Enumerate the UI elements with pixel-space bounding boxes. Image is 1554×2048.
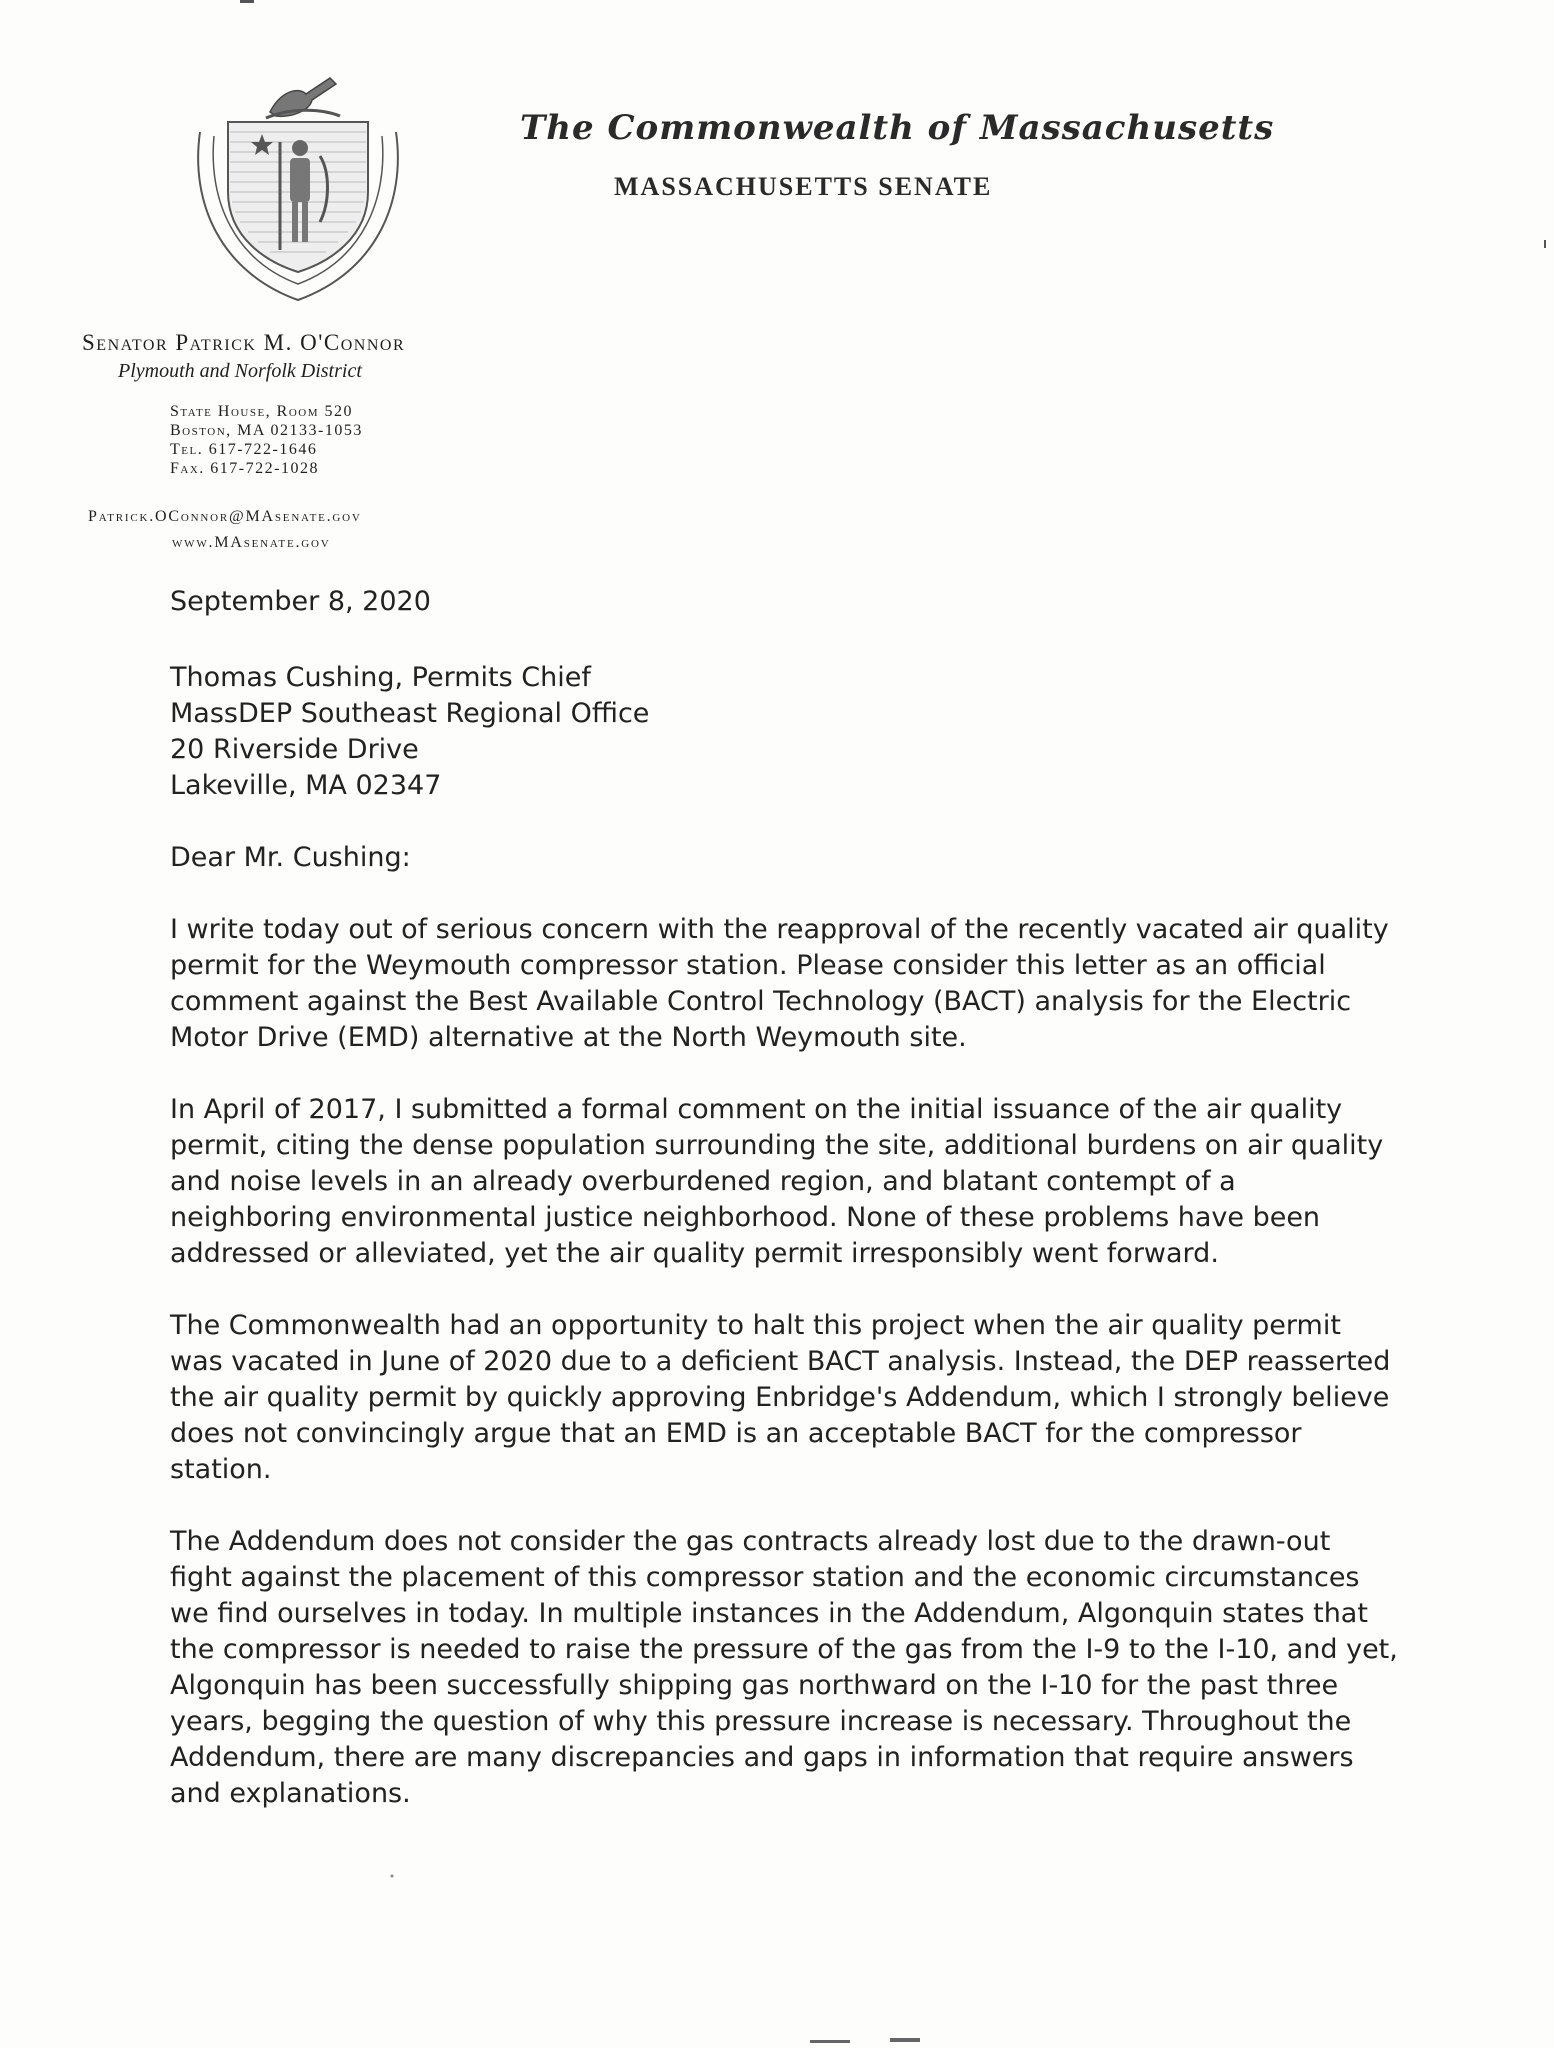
recipient-line: MassDEP Southeast Regional Office xyxy=(170,698,650,729)
address-line: Boston, MA 02133-1053 xyxy=(170,422,363,439)
body-paragraph: The Commonwealth had an opportunity to halt this project when the air quality permit was vacated in June of 2020 due to a deficient BACT analysis. Instead, the DEP reasserted the air quality permit by quickly approving Enbridge's Addendum, which I strongly believe does not convincingly argue that an EMD is an acceptable BACT for the compressor station. xyxy=(170,1310,1391,1485)
sender-district: Plymouth and Norfolk District xyxy=(118,360,362,382)
body-paragraph: I write today out of serious concern with the reapproval of the recently vacated air quality permit for the Weymouth compressor station. Please consider this letter as an official comment against the Best Available Control Technology (BACT) analysis for the Electric Motor Drive (EMD) alternative at the North Weymouth site. xyxy=(170,914,1389,1053)
sender-name: Senator Patrick M. O'Connor xyxy=(82,330,406,355)
fax-line: Fax. 617-722-1028 xyxy=(170,460,319,477)
letterhead-subtitle: MASSACHUSETTS SENATE xyxy=(614,172,993,201)
phone-line: Tel. 617-722-1646 xyxy=(170,441,318,458)
recipient-line: 20 Riverside Drive xyxy=(170,734,419,765)
letter-date: September 8, 2020 xyxy=(170,586,431,617)
body-paragraph: The Addendum does not consider the gas contracts already lost due to the drawn-out fight against the placement of this compressor station and the economic circumstances we find ourselves in today. In multiple instances in the Addendum, Algonquin states that the compressor is needed to raise the pressure of the gas from the I-9 to the I-10, and yet, Algonquin has been successfully shipping gas northward on the I-10 for the past three years, begging the question of why this pressure increase is necessary. Throughout the Addendum, there are many discrepancies and gaps in information that require answers and explanations. xyxy=(170,1526,1398,1809)
address-line: State House, Room 520 xyxy=(170,403,354,420)
recipient-line: Lakeville, MA 02347 xyxy=(170,770,442,801)
recipient-line: Thomas Cushing, Permits Chief xyxy=(170,662,591,693)
sender-website: www.MAsenate.gov xyxy=(172,534,331,551)
body-paragraph: In April of 2017, I submitted a formal comment on the initial issuance of the air quality permit, citing the dense population surrounding the site, additional burdens on air quality and noise levels in an already overburdened region, and blatant contempt of a neighboring environmental justice neighborhood. None of these problems have been addressed or alleviated, yet the air quality permit irresponsibly went forward. xyxy=(170,1094,1384,1269)
sender-email: Patrick.OConnor@MAsenate.gov xyxy=(88,508,362,525)
salutation: Dear Mr. Cushing: xyxy=(170,842,411,873)
letterhead-title: The Commonwealth of Massachusetts xyxy=(520,108,1275,148)
